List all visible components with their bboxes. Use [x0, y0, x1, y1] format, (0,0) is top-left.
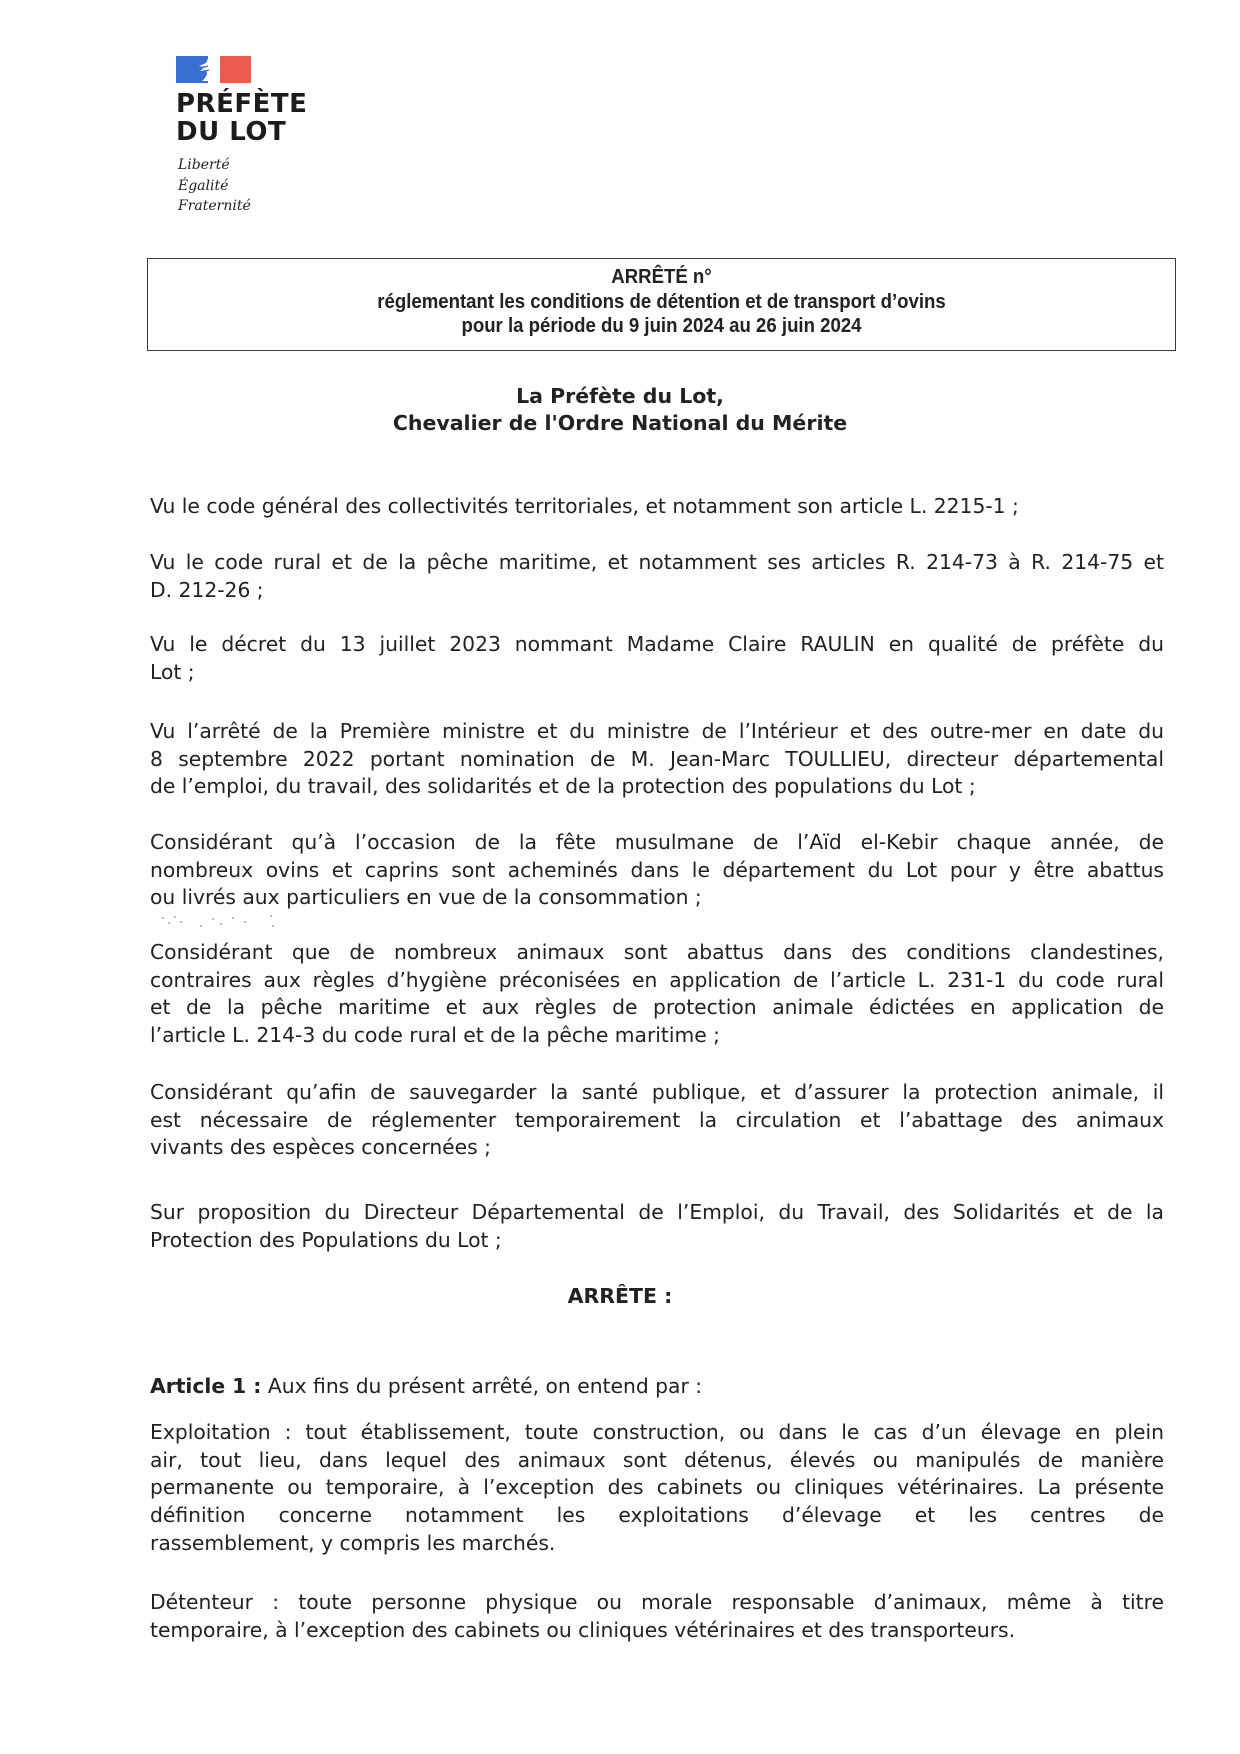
motto-fraternite: Fraternité: [178, 198, 251, 214]
visa-paragraph: Vu le code général des collectivités territoriales, et notamment son article L. 2215-1 ;: [150, 494, 1019, 518]
motto-egalite: Égalité: [178, 177, 229, 194]
article-intro: Aux fins du présent arrêté, on entend par :: [261, 1374, 703, 1398]
authority-title: Chevalier de l'Ordre National du Mérite: [392, 411, 848, 435]
considerant-paragraph: Considérant qu’afin de sauvegarder la santé publique, et d’assurer la protection animale, il est nécessaire de réglementer temporairement la circulation et l’abattage des animaux vivants des espèces concernées ;: [150, 1080, 1164, 1160]
article-label: Article 1 :: [150, 1374, 262, 1398]
visa-paragraph: Vu l’arrêté de la Première ministre et du ministre de l’Intérieur et des outre-mer en date du 8 septembre 2022 portant nomination de M. Jean-Marc TOULLIEU, directeur départemental de l’emploi, du travail, des solidarités et de la protection des populations du Lot ;: [150, 719, 1164, 799]
visa-paragraph: Vu le décret du 13 juillet 2023 nommant Madame Claire RAULIN en qualité de préfète du Lot ;: [150, 632, 1164, 684]
decree-title-box: [147, 258, 1176, 351]
visa-paragraph: Vu le code rural et de la pêche maritime, et notamment ses articles R. 214-73 à R. 214-75 et D. 212-26 ;: [150, 550, 1164, 602]
marianne-profile-icon: [198, 58, 224, 81]
decree-number-title: ARRÊTÉ n°: [611, 266, 712, 288]
faint-scan-marks: [160, 913, 310, 933]
logo-title-line1: PRÉFÈTE: [176, 89, 308, 119]
motto-liberte: Liberté: [178, 157, 230, 173]
definition-exploitation: Exploitation : tout établissement, toute construction, ou dans le cas d’un élevage en plein air, tout lieu, dans lequel des animaux sont détenus, élevés ou manipulés de manière permanente ou temporaire, à l’exception des cabinets ou cliniques vétérinaires. La présente définition concerne notamment les exploitations d’élevage et les centres de rassemblement, y compris les marchés.: [150, 1420, 1164, 1555]
considerant-paragraph: Considérant qu’à l’occasion de la fête musulmane de l’Aïd el-Kebir chaque année, de nombreux ovins et caprins sont acheminés dans le département du Lot pour y être abattus ou livrés aux particuliers en vue de la consommation ;: [150, 830, 1164, 910]
decree-period: pour la période du 9 juin 2024 au 26 juin 2024: [461, 315, 862, 337]
decision-heading: ARRÊTE :: [567, 1284, 673, 1308]
decree-subject: réglementant les conditions de détention et de transport d’ovins: [377, 291, 946, 313]
authority-name: La Préfète du Lot,: [516, 384, 724, 408]
marianne-flag-icon: [176, 56, 251, 83]
proposition-paragraph: Sur proposition du Directeur Départemental de l’Emploi, du Travail, des Solidarités et de la Protection des Populations du Lot ;: [150, 1200, 1164, 1252]
logo-title: [176, 90, 307, 146]
definition-detenteur: Détenteur : toute personne physique ou morale responsable d’animaux, même à titre temporaire, à l’exception des cabinets ou cliniques vétérinaires et des transporteurs.: [150, 1590, 1164, 1642]
logo-title-line2: DU LOT: [176, 117, 287, 147]
considerant-paragraph: Considérant que de nombreux animaux sont abattus dans des conditions clandestines, contraires aux règles d’hygiène préconisées en application de l’article L. 231-1 du code rural et de la pêche maritime et aux règles de protection animale édictées en application de l’article L. 214-3 du code rural et de la pêche maritime ;: [150, 940, 1164, 1048]
republic-motto: [178, 155, 251, 217]
article-1-heading: [150, 1373, 1164, 1401]
